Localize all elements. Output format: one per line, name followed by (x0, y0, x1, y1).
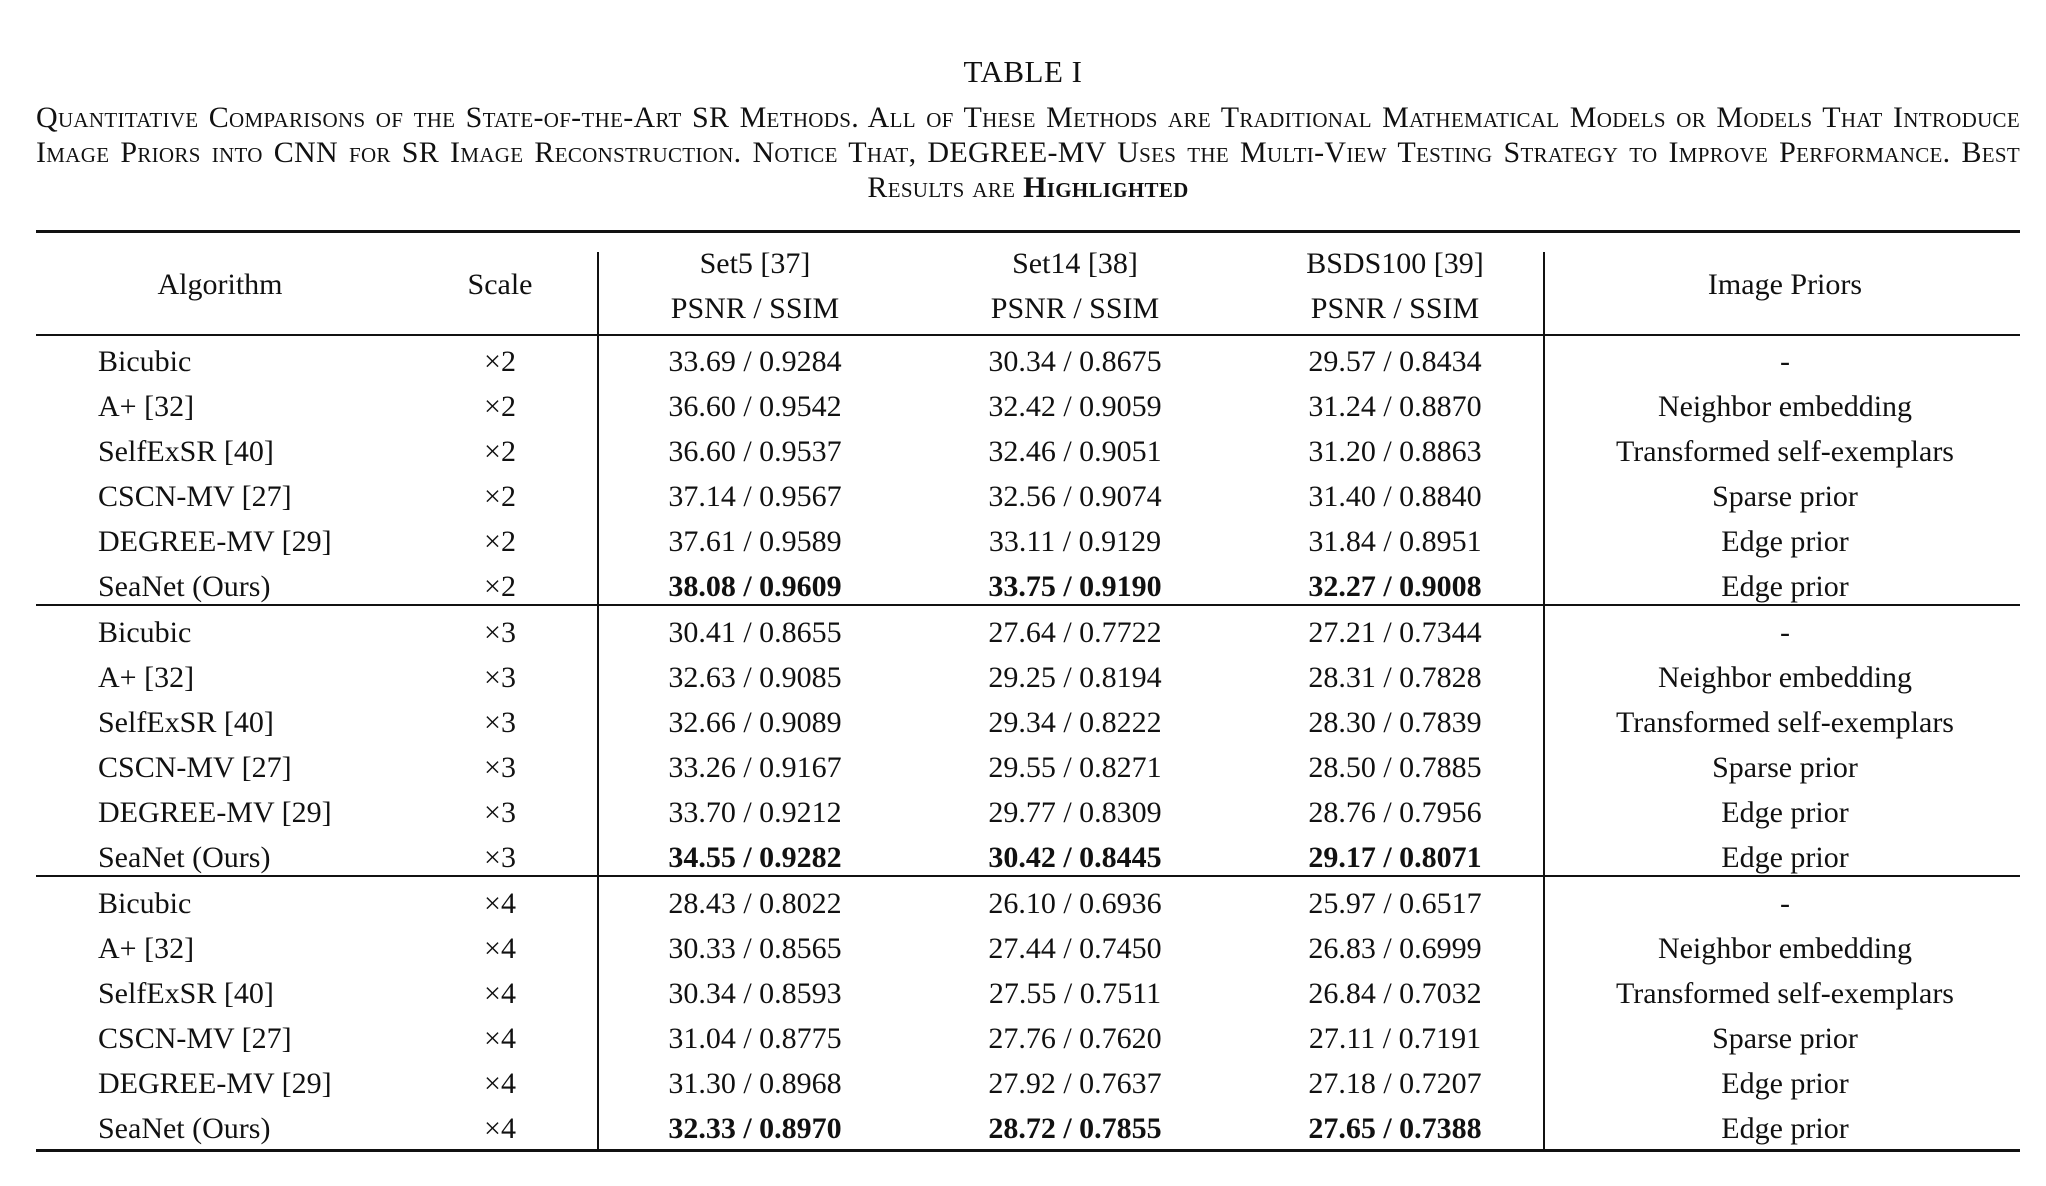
set14-cell: 27.44 / 0.7450 (988, 932, 1162, 965)
set14-cell: 32.46 / 0.9051 (988, 435, 1162, 468)
top-rule (36, 230, 2020, 233)
image-prior-cell: - (1780, 345, 1790, 378)
set5-cell: 33.70 / 0.9212 (668, 796, 842, 829)
set5-cell: 36.60 / 0.9537 (668, 435, 842, 468)
image-prior-cell: Sparse prior (1712, 1022, 1858, 1055)
bsds100-cell: 29.17 / 0.8071 (1308, 841, 1482, 874)
set5-cell: 30.33 / 0.8565 (668, 932, 842, 965)
scale-cell: ×4 (484, 932, 516, 965)
image-prior-cell: Neighbor embedding (1657, 390, 1913, 423)
set5-cell: 36.60 / 0.9542 (668, 390, 842, 423)
set14-cell: 27.76 / 0.7620 (988, 1022, 1162, 1055)
scale-cell: ×2 (484, 570, 516, 603)
bsds100-cell: 27.21 / 0.7344 (1308, 616, 1482, 649)
set14-cell: 33.11 / 0.9129 (988, 525, 1162, 558)
algorithm-cell: Bicubic (98, 345, 192, 378)
bsds100-cell: 28.30 / 0.7839 (1308, 706, 1482, 739)
image-prior-cell: Edge prior (1721, 1067, 1849, 1100)
algorithm-cell: DEGREE-MV [29] (98, 525, 332, 558)
bsds100-cell: 31.40 / 0.8840 (1308, 480, 1482, 513)
set5-cell: 33.69 / 0.9284 (668, 345, 842, 378)
bsds100-cell: 27.18 / 0.7207 (1308, 1067, 1482, 1100)
algorithm-cell: Bicubic (98, 616, 192, 649)
set5-cell: 37.61 / 0.9589 (668, 525, 842, 558)
table-title: TABLE I (963, 54, 1083, 89)
algorithm-cell: A+ [32] (98, 661, 195, 694)
column-divider (1543, 252, 1545, 1152)
set14-cell: 27.92 / 0.7637 (988, 1067, 1162, 1100)
image-prior-cell: Edge prior (1721, 841, 1849, 874)
set5-cell: 32.33 / 0.8970 (668, 1112, 842, 1145)
set14-cell: 29.55 / 0.8271 (988, 751, 1162, 784)
scale-cell: ×3 (484, 706, 516, 739)
header-set5: Set5 [37] (699, 247, 811, 280)
set14-cell: 28.72 / 0.7855 (988, 1112, 1162, 1145)
scale-cell: ×4 (484, 1022, 516, 1055)
set14-cell: 27.64 / 0.7722 (988, 616, 1162, 649)
set14-cell: 32.42 / 0.9059 (988, 390, 1162, 423)
table-caption (36, 100, 2020, 205)
scale-cell: ×2 (484, 435, 516, 468)
algorithm-cell: SeaNet (Ours) (98, 1112, 271, 1145)
algorithm-cell: DEGREE-MV [29] (98, 1067, 332, 1100)
group-divider (36, 604, 2020, 606)
image-prior-cell: Sparse prior (1712, 480, 1858, 513)
set5-cell: 37.14 / 0.9567 (668, 480, 842, 513)
algorithm-cell: SeaNet (Ours) (98, 570, 271, 603)
bsds100-cell: 27.11 / 0.7191 (1308, 1022, 1482, 1055)
header-algorithm: Algorithm (157, 268, 283, 301)
scale-cell: ×3 (484, 796, 516, 829)
bsds100-cell: 32.27 / 0.9008 (1308, 570, 1482, 603)
scale-cell: ×3 (484, 751, 516, 784)
algorithm-cell: A+ [32] (98, 932, 195, 965)
header-image-priors: Image Priors (1707, 268, 1863, 301)
algorithm-cell: CSCN-MV [27] (98, 480, 292, 513)
bsds100-cell: 31.20 / 0.8863 (1308, 435, 1482, 468)
set5-cell: 32.66 / 0.9089 (668, 706, 842, 739)
algorithm-cell: SeaNet (Ours) (98, 841, 271, 874)
header-bsds100: BSDS100 [39] (1306, 247, 1484, 280)
scale-cell: ×2 (484, 345, 516, 378)
set5-cell: 31.04 / 0.8775 (668, 1022, 842, 1055)
image-prior-cell: Transformed self-exemplars (1616, 706, 1954, 739)
bsds100-cell: 26.84 / 0.7032 (1308, 977, 1482, 1010)
algorithm-cell: DEGREE-MV [29] (98, 796, 332, 829)
scale-cell: ×3 (484, 661, 516, 694)
scale-cell: ×4 (484, 1067, 516, 1100)
scale-cell: ×2 (484, 525, 516, 558)
header-set5-metric: PSNR / SSIM (670, 292, 840, 325)
set14-cell: 32.56 / 0.9074 (988, 480, 1162, 513)
bsds100-cell: 31.84 / 0.8951 (1308, 525, 1482, 558)
image-prior-cell: Sparse prior (1712, 751, 1858, 784)
scale-cell: ×3 (484, 841, 516, 874)
set14-cell: 27.55 / 0.7511 (988, 977, 1162, 1010)
algorithm-cell: SelfExSR [40] (98, 977, 274, 1010)
image-prior-cell: Edge prior (1721, 796, 1849, 829)
image-prior-cell: Neighbor embedding (1657, 932, 1913, 965)
scale-cell: ×4 (484, 1112, 516, 1145)
image-prior-cell: Edge prior (1721, 1112, 1849, 1145)
header-rule (36, 334, 2020, 336)
algorithm-cell: A+ [32] (98, 390, 195, 423)
set14-cell: 29.34 / 0.8222 (988, 706, 1162, 739)
set5-cell: 33.26 / 0.9167 (668, 751, 842, 784)
set5-cell: 31.30 / 0.8968 (668, 1067, 842, 1100)
header-set14-metric: PSNR / SSIM (990, 292, 1160, 325)
image-prior-cell: Edge prior (1721, 570, 1849, 603)
image-prior-cell: Transformed self-exemplars (1616, 977, 1954, 1010)
algorithm-cell: CSCN-MV [27] (98, 1022, 292, 1055)
bsds100-cell: 31.24 / 0.8870 (1308, 390, 1482, 423)
scale-cell: ×3 (484, 616, 516, 649)
set14-cell: 26.10 / 0.6936 (988, 887, 1162, 920)
bsds100-cell: 27.65 / 0.7388 (1308, 1112, 1482, 1145)
bottom-rule (36, 1149, 2020, 1152)
column-divider (597, 252, 599, 1152)
header-bsds100-metric: PSNR / SSIM (1310, 292, 1480, 325)
scale-cell: ×4 (484, 887, 516, 920)
group-divider (36, 875, 2020, 877)
set5-cell: 30.34 / 0.8593 (668, 977, 842, 1010)
bsds100-cell: 28.50 / 0.7885 (1308, 751, 1482, 784)
set14-cell: 29.77 / 0.8309 (988, 796, 1162, 829)
scale-cell: ×2 (484, 480, 516, 513)
algorithm-cell: SelfExSR [40] (98, 435, 274, 468)
header-set14: Set14 [38] (1012, 247, 1138, 280)
caption-highlight: Highlighted (1023, 171, 1189, 204)
algorithm-cell: SelfExSR [40] (98, 706, 274, 739)
bsds100-cell: 26.83 / 0.6999 (1308, 932, 1482, 965)
set14-cell: 29.25 / 0.8194 (988, 661, 1162, 694)
set5-cell: 32.63 / 0.9085 (668, 661, 842, 694)
header-scale: Scale (467, 268, 533, 301)
image-prior-cell: Edge prior (1721, 525, 1849, 558)
set5-cell: 30.41 / 0.8655 (668, 616, 842, 649)
algorithm-cell: Bicubic (98, 887, 192, 920)
image-prior-cell: Neighbor embedding (1657, 661, 1913, 694)
image-prior-cell: Transformed self-exemplars (1616, 435, 1954, 468)
image-prior-cell: - (1780, 887, 1790, 920)
scale-cell: ×4 (484, 977, 516, 1010)
bsds100-cell: 25.97 / 0.6517 (1308, 887, 1482, 920)
bsds100-cell: 28.76 / 0.7956 (1308, 796, 1482, 829)
bsds100-cell: 29.57 / 0.8434 (1308, 345, 1482, 378)
algorithm-cell: CSCN-MV [27] (98, 751, 292, 784)
scale-cell: ×2 (484, 390, 516, 423)
caption-text: Quantitative Comparisons of the State-of-the-Art SR Methods. All of These Methods are Traditional Mathematical Models or Models That Introduce Image Priors into CNN for SR Image Reconstruction. Notice That, DEGREE-MV Uses the Multi-View Testing Strategy to Improve Performance. Best Results are (36, 101, 2020, 204)
set14-cell: 30.34 / 0.8675 (988, 345, 1162, 378)
set14-cell: 30.42 / 0.8445 (988, 841, 1162, 874)
set5-cell: 34.55 / 0.9282 (668, 841, 842, 874)
set5-cell: 38.08 / 0.9609 (668, 570, 842, 603)
bsds100-cell: 28.31 / 0.7828 (1308, 661, 1482, 694)
set5-cell: 28.43 / 0.8022 (668, 887, 842, 920)
image-prior-cell: - (1780, 616, 1790, 649)
set14-cell: 33.75 / 0.9190 (988, 570, 1162, 603)
